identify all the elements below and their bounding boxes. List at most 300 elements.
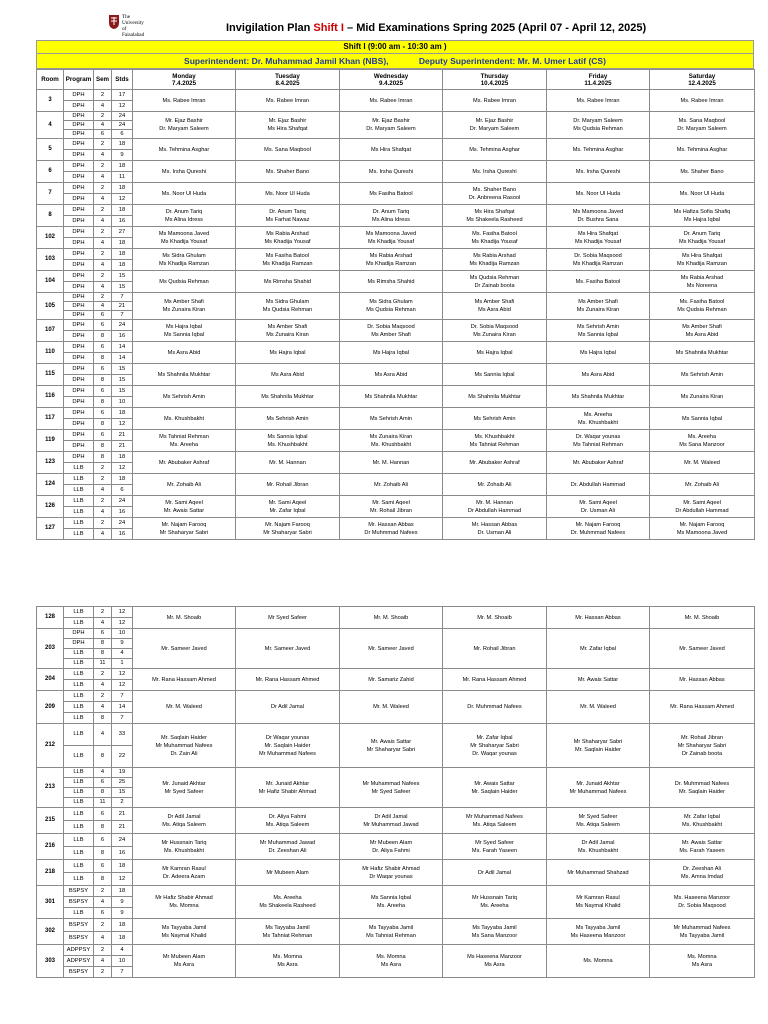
invigilator-name: Ms. Tehmina Asghar bbox=[572, 146, 624, 153]
program-cell: DPH bbox=[64, 139, 94, 150]
stds-cell: 7 bbox=[112, 691, 133, 702]
invigilator-cell bbox=[133, 629, 236, 669]
invigilator-cell bbox=[340, 139, 443, 161]
invigilator-name: Ms Mamoona Javed bbox=[572, 208, 624, 215]
invigilator-name: Ms Qudsia Rehman bbox=[366, 307, 416, 313]
invigilator-cell bbox=[340, 691, 443, 724]
invigilator-name: Ms Noreena bbox=[686, 282, 718, 289]
invigilator-name: Mr. Zohaib Ali bbox=[374, 481, 408, 488]
program-cell: ADPPSY bbox=[64, 945, 94, 956]
invigilator-name: Mr. Junaid Akhtar bbox=[576, 780, 620, 787]
title-prefix: Invigilation Plan bbox=[226, 22, 314, 34]
sem-cell: 6 bbox=[94, 364, 112, 375]
program-cell: DPH bbox=[64, 150, 94, 161]
invigilator-name: Ms Asra bbox=[484, 962, 505, 968]
invigilator-cell bbox=[133, 364, 236, 386]
invigilator-name: Ms Zunaira Kiran bbox=[680, 393, 724, 400]
invigilator-name: Dr Waqar younas bbox=[265, 734, 310, 741]
invigilator-name: Mr Hussnain Tariq bbox=[161, 839, 207, 846]
stds-cell: 7 bbox=[112, 713, 133, 724]
table-row bbox=[37, 496, 755, 507]
invigilator-name: Ms Shahnila Mukhtar bbox=[261, 393, 314, 400]
invigilator-name: Ms. Shaher Bano bbox=[680, 168, 724, 175]
invigilator-name: Mr. M. Waleed bbox=[684, 459, 720, 466]
invigilator-name: Ms Qudsia Rehman bbox=[573, 126, 623, 132]
program-cell: DPH bbox=[64, 282, 94, 293]
superintendent-band bbox=[36, 54, 754, 69]
sem-cell: 6 bbox=[94, 808, 112, 821]
program-cell: LLB bbox=[64, 669, 94, 680]
program-cell: DPH bbox=[64, 130, 94, 139]
stds-cell: 21 bbox=[112, 441, 133, 452]
sem-cell: 6 bbox=[94, 430, 112, 441]
invigilator-cell bbox=[133, 161, 236, 183]
invigilator-cell bbox=[443, 607, 547, 629]
invigilator-name: Ms Tayyaba Jamil bbox=[161, 924, 207, 931]
invigilator-name: Mr Shaharyar Sabri bbox=[470, 742, 519, 749]
room-number-cell: 7 bbox=[37, 183, 64, 205]
invigilator-name: Ms. Momna bbox=[583, 958, 613, 964]
stds-cell: 12 bbox=[112, 873, 133, 886]
invigilator-name: Ms Sehrish Amin bbox=[681, 371, 723, 378]
invigilator-cell bbox=[133, 342, 236, 364]
invigilator-name: Ms Hafiza Sofia Shafiq bbox=[673, 208, 731, 215]
invigilator-cell bbox=[547, 90, 650, 112]
stds-cell: 21 bbox=[112, 430, 133, 441]
program-cell: LLB bbox=[64, 908, 94, 919]
invigilator-name: Dr. Usman Ali bbox=[581, 507, 615, 514]
stds-cell: 18 bbox=[112, 860, 133, 873]
program-cell: DPH bbox=[64, 172, 94, 183]
invigilator-name: Mr. Awais Sattar bbox=[163, 507, 205, 514]
invigilator-name: Mr. Awais Sattar bbox=[474, 780, 515, 787]
invigilator-name: Ms. Tehmina Asghar bbox=[158, 146, 210, 153]
invigilator-cell bbox=[547, 474, 650, 496]
invigilator-cell bbox=[340, 320, 443, 342]
room-number-cell: 216 bbox=[37, 834, 64, 860]
invigilator-name: Mr. Saqlain Haider bbox=[471, 788, 518, 795]
stds-cell: 16 bbox=[112, 507, 133, 518]
invigilator-name: Mr. Abubaker Ashraf bbox=[469, 459, 520, 466]
invigilator-cell bbox=[650, 139, 755, 161]
invigilator-cell bbox=[133, 249, 236, 271]
university-crest-icon bbox=[108, 14, 120, 30]
invigilator-cell bbox=[443, 161, 547, 183]
stds-cell: 25 bbox=[112, 778, 133, 788]
program-cell: LLB bbox=[64, 860, 94, 873]
invigilator-name: Ms. Momna bbox=[272, 954, 303, 960]
invigilator-name: Ms Zunaira Kiran bbox=[473, 331, 516, 338]
table-row bbox=[37, 724, 755, 746]
invigilator-name: Ms. Irsha Qureshi bbox=[161, 168, 207, 175]
stds-cell: 7 bbox=[112, 293, 133, 302]
col-program: Program bbox=[64, 70, 94, 90]
invigilator-name: Ms Sannia Iqbal bbox=[267, 433, 308, 440]
table-row bbox=[37, 271, 755, 282]
invigilator-cell bbox=[340, 112, 443, 139]
invigilator-cell bbox=[650, 945, 755, 978]
invigilator-name: Ms Sidra Ghulam bbox=[265, 299, 310, 305]
invigilator-cell bbox=[236, 112, 340, 139]
stds-cell: 10 bbox=[112, 397, 133, 408]
invigilator-cell bbox=[340, 945, 443, 978]
invigilator-cell bbox=[547, 161, 650, 183]
invigilator-name: Mr Syed Safeer bbox=[371, 788, 411, 795]
invigilator-cell bbox=[547, 139, 650, 161]
invigilator-cell bbox=[547, 271, 650, 293]
stds-cell: 18 bbox=[112, 249, 133, 260]
program-cell: DPH bbox=[64, 101, 94, 112]
table-row bbox=[37, 112, 755, 121]
table-row bbox=[37, 364, 755, 375]
invigilator-name: Mr. Hassan Abbas bbox=[575, 614, 621, 621]
invigilator-cell bbox=[547, 112, 650, 139]
invigilator-name: Ms Tayyaba Jamil bbox=[575, 924, 621, 931]
stds-cell: 18 bbox=[112, 886, 133, 897]
room-number-cell: 117 bbox=[37, 408, 64, 430]
sem-cell: 4 bbox=[94, 618, 112, 629]
invigilator-name: Ms Sidra Ghulam bbox=[162, 252, 206, 259]
stds-cell: 7 bbox=[112, 967, 133, 978]
invigilator-cell bbox=[340, 629, 443, 669]
program-cell: LLB bbox=[64, 680, 94, 691]
invigilator-name: Ms Mamoona Javed bbox=[365, 230, 417, 237]
program-cell: DPH bbox=[64, 629, 94, 639]
invigilator-cell bbox=[443, 629, 547, 669]
invigilator-name: Ms. Irsha Qureshi bbox=[472, 168, 517, 175]
invigilator-name: Mr Mubeen Alam bbox=[369, 839, 413, 846]
col-day-monday: Monday 7.4.2025 bbox=[133, 70, 236, 90]
sem-cell: 4 bbox=[94, 897, 112, 908]
invigilator-cell bbox=[236, 496, 340, 518]
invigilator-cell bbox=[236, 669, 340, 691]
sem-cell: 2 bbox=[94, 945, 112, 956]
invigilator-cell bbox=[547, 945, 650, 978]
invigilator-name: Mr. Ejaz Bashir bbox=[268, 118, 307, 124]
sem-cell: 8 bbox=[94, 746, 112, 768]
invigilator-cell bbox=[236, 834, 340, 860]
table-row bbox=[37, 919, 755, 932]
invigilator-name: Ms Sannia Iqbal bbox=[474, 371, 515, 378]
invigilator-name: Ms Sannia Iqbal bbox=[681, 415, 723, 422]
stds-cell: 16 bbox=[112, 529, 133, 540]
invigilator-name: Ms. Noor Ul Huda bbox=[265, 190, 310, 197]
sem-cell: 6 bbox=[94, 908, 112, 919]
program-cell: DPH bbox=[64, 331, 94, 342]
invigilator-name: Ms. Momna bbox=[376, 954, 406, 960]
invigilator-cell bbox=[443, 669, 547, 691]
program-cell: LLB bbox=[64, 778, 94, 788]
stds-cell: 18 bbox=[112, 452, 133, 463]
invigilator-name: Ms. Tehmina Asghar bbox=[676, 146, 728, 153]
invigilator-cell bbox=[650, 320, 755, 342]
invigilator-cell bbox=[340, 607, 443, 629]
invigilator-name: Ms. Rabee Imran bbox=[369, 97, 413, 104]
table-row bbox=[37, 183, 755, 194]
invigilator-cell bbox=[547, 496, 650, 518]
room-number-cell: 215 bbox=[37, 808, 64, 834]
invigilator-name: Mr. M. Shoaib bbox=[166, 614, 202, 621]
invigilator-cell bbox=[236, 90, 340, 112]
invigilator-cell bbox=[236, 271, 340, 293]
invigilator-cell bbox=[547, 386, 650, 408]
col-stds: Stds bbox=[112, 70, 133, 90]
stds-cell: 14 bbox=[112, 702, 133, 713]
invigilator-name: Ms Sehrish Amin bbox=[266, 415, 309, 422]
invigilator-name: Ms Alina Idress bbox=[372, 216, 410, 223]
program-cell: LLB bbox=[64, 691, 94, 702]
invigilator-cell bbox=[443, 768, 547, 808]
sem-cell: 2 bbox=[94, 90, 112, 101]
invigilator-name: Dr. Zeeshan Ali bbox=[683, 865, 721, 872]
program-cell: ADPPSY bbox=[64, 956, 94, 967]
table-row bbox=[37, 834, 755, 847]
invigilator-name: Mr. Hassan Abbas bbox=[471, 521, 518, 528]
stds-cell: 11 bbox=[112, 172, 133, 183]
invigilator-name: Mr Shaharyar Sabri bbox=[677, 742, 727, 749]
invigilator-cell bbox=[650, 90, 755, 112]
invigilator-cell bbox=[340, 183, 443, 205]
stds-cell: 16 bbox=[112, 331, 133, 342]
program-cell: DPH bbox=[64, 183, 94, 194]
stds-cell: 24 bbox=[112, 112, 133, 121]
invigilator-cell bbox=[547, 364, 650, 386]
program-cell: DPH bbox=[64, 639, 94, 649]
sem-cell: 2 bbox=[94, 886, 112, 897]
invigilator-name: Mr Kamran Rasul bbox=[576, 895, 620, 901]
invigilator-name: Ms Khadija Yousaf bbox=[471, 238, 518, 245]
invigilator-name: Ms Tayyaba Jamil bbox=[679, 932, 725, 939]
stds-cell: 12 bbox=[112, 680, 133, 691]
room-number-cell: 103 bbox=[37, 249, 64, 271]
sem-cell: 4 bbox=[94, 680, 112, 691]
invigilator-name: Mr Hafiz Shabir Ahmad bbox=[362, 865, 420, 872]
invigilator-name: Mr Muhammad Nafees bbox=[569, 788, 627, 795]
invigilator-cell bbox=[236, 629, 340, 669]
stds-cell: 4 bbox=[112, 649, 133, 659]
sem-cell: 8 bbox=[94, 713, 112, 724]
sem-cell: 4 bbox=[94, 485, 112, 496]
stds-cell: 16 bbox=[112, 847, 133, 860]
sem-cell: 6 bbox=[94, 834, 112, 847]
invigilator-name: Ms. Atiqa Saleem bbox=[162, 821, 206, 828]
table-row bbox=[37, 808, 755, 821]
room-number-cell: 6 bbox=[37, 161, 64, 183]
invigilator-cell bbox=[650, 518, 755, 540]
invigilator-cell bbox=[340, 364, 443, 386]
invigilator-cell bbox=[443, 945, 547, 978]
col-day-tuesday: Tuesday 8.4.2025 bbox=[236, 70, 340, 90]
invigilator-cell bbox=[650, 724, 755, 768]
invigilator-name: Ms Hira Shafqat bbox=[681, 252, 723, 259]
sem-cell: 2 bbox=[94, 518, 112, 529]
stds-cell: 10 bbox=[112, 629, 133, 639]
invigilator-name: Dr. Maryam Saleem bbox=[677, 126, 727, 132]
stds-cell: 21 bbox=[112, 302, 133, 311]
stds-cell: 15 bbox=[112, 386, 133, 397]
invigilator-cell bbox=[547, 724, 650, 768]
invigilator-cell bbox=[133, 496, 236, 518]
invigilator-name: Ms Shahnila Mukhtar bbox=[364, 393, 418, 400]
invigilator-name: Ms Khadija Yousaf bbox=[574, 238, 622, 245]
invigilator-name: Mr. Abubaker Ashraf bbox=[572, 459, 624, 466]
stds-cell: 17 bbox=[112, 90, 133, 101]
invigilator-cell bbox=[547, 293, 650, 320]
invigilator-cell bbox=[547, 342, 650, 364]
invigilator-cell bbox=[340, 808, 443, 834]
invigilator-name: Ms Haseena Manzoor bbox=[570, 932, 626, 939]
invigilator-name: Ms Alina Idress bbox=[165, 216, 203, 223]
invigilator-cell bbox=[340, 496, 443, 518]
room-number-cell: 115 bbox=[37, 364, 64, 386]
invigilator-name: Ms Khadija Ramzan bbox=[365, 260, 417, 267]
program-cell: DPH bbox=[64, 205, 94, 216]
program-cell: LLB bbox=[64, 529, 94, 540]
invigilator-name: Ms. Farah Yaseen bbox=[471, 847, 518, 854]
invigilator-cell bbox=[133, 183, 236, 205]
invigilator-cell bbox=[650, 496, 755, 518]
invigilator-name: Mr. Najam Farooq bbox=[161, 521, 207, 528]
invigilator-cell bbox=[547, 249, 650, 271]
table-row bbox=[37, 386, 755, 397]
invigilator-cell bbox=[133, 669, 236, 691]
invigilator-cell bbox=[340, 249, 443, 271]
invigilator-cell bbox=[650, 607, 755, 629]
invigilator-cell bbox=[650, 834, 755, 860]
invigilator-name: Ms Zunaira Kiran bbox=[266, 331, 309, 338]
program-cell: BSPSY bbox=[64, 919, 94, 932]
invigilator-name: Ms Sehrish Amin bbox=[473, 415, 516, 422]
invigilator-name: Mr Shaharyar Sabri bbox=[366, 746, 416, 753]
invigilator-cell bbox=[443, 271, 547, 293]
stds-cell: 18 bbox=[112, 161, 133, 172]
program-cell: LLB bbox=[64, 702, 94, 713]
invigilator-cell bbox=[133, 271, 236, 293]
invigilator-cell bbox=[133, 724, 236, 768]
sem-cell: 4 bbox=[94, 768, 112, 778]
sem-cell: 8 bbox=[94, 788, 112, 798]
stds-cell: 12 bbox=[112, 618, 133, 629]
invigilator-name: Dr. Anum Tariq bbox=[372, 208, 410, 215]
invigilator-cell bbox=[547, 320, 650, 342]
invigilator-name: Dr. Anum Tariq bbox=[683, 230, 721, 237]
invigilator-cell bbox=[133, 518, 236, 540]
room-number-cell: 303 bbox=[37, 945, 64, 978]
invigilator-cell bbox=[340, 227, 443, 249]
invigilator-name: Ms. Rabee Imran bbox=[266, 97, 309, 104]
table-row bbox=[37, 768, 755, 778]
invigilator-name: Ms Asra bbox=[691, 962, 713, 968]
program-cell: DPH bbox=[64, 419, 94, 430]
invigilator-cell bbox=[340, 518, 443, 540]
stds-cell: 9 bbox=[112, 897, 133, 908]
invigilator-cell bbox=[547, 808, 650, 834]
document-title bbox=[226, 22, 646, 34]
invigilator-cell bbox=[650, 691, 755, 724]
invigilator-name: Ms. Areeha bbox=[376, 903, 406, 909]
invigilator-name: Mr. Saqlain Haider bbox=[574, 746, 621, 753]
invigilator-name: Ms Sannia Iqbal bbox=[163, 331, 205, 338]
invigilator-cell bbox=[650, 249, 755, 271]
program-cell: DPH bbox=[64, 227, 94, 238]
program-cell: DPH bbox=[64, 397, 94, 408]
invigilator-cell bbox=[443, 860, 547, 886]
sem-cell: 6 bbox=[94, 629, 112, 639]
invigilator-name: Dr. Aliya Fahmi bbox=[268, 813, 307, 820]
sem-cell: 4 bbox=[94, 302, 112, 311]
program-cell: LLB bbox=[64, 463, 94, 474]
invigilator-name: Mr. Najam Farooq bbox=[575, 521, 621, 528]
program-cell: BSPSY bbox=[64, 967, 94, 978]
program-cell: DPH bbox=[64, 249, 94, 260]
invigilator-name: Ms. Atiqa Saleem bbox=[472, 821, 517, 828]
program-cell: DPH bbox=[64, 364, 94, 375]
invigilator-cell bbox=[236, 293, 340, 320]
invigilator-name: Ms. Noor Ul Huda bbox=[575, 190, 621, 197]
invigilator-name: Ms. Shaher Bano bbox=[472, 186, 517, 193]
invigilator-name: Mr Muhammad Nafees bbox=[466, 813, 523, 820]
invigilator-name: Mr. Rana Hassam Ahmed bbox=[255, 676, 320, 683]
invigilator-name: Ms. Atiqa Saleem bbox=[265, 821, 310, 828]
invigilator-name: Mr Shaharyar Sabri bbox=[159, 529, 209, 536]
invigilator-name: Ms. Momna bbox=[687, 954, 717, 960]
invigilator-cell bbox=[443, 518, 547, 540]
stds-cell: 19 bbox=[112, 768, 133, 778]
program-cell: DPH bbox=[64, 112, 94, 121]
invigilator-name: Ms. Noor Ul Huda bbox=[161, 190, 207, 197]
invigilator-cell bbox=[236, 518, 340, 540]
sem-cell: 8 bbox=[94, 441, 112, 452]
invigilator-name: Ms Sana Manzoor bbox=[679, 441, 725, 448]
invigilator-cell bbox=[547, 669, 650, 691]
room-number-cell: 124 bbox=[37, 474, 64, 496]
invigilator-cell bbox=[236, 139, 340, 161]
room-number-cell: 126 bbox=[37, 496, 64, 518]
program-cell: LLB bbox=[64, 496, 94, 507]
stds-cell: 15 bbox=[112, 788, 133, 798]
sem-cell: 8 bbox=[94, 397, 112, 408]
invigilator-cell bbox=[547, 860, 650, 886]
invigilator-cell bbox=[547, 183, 650, 205]
invigilator-name: Mr Hafiz Shabir Ahmad bbox=[258, 788, 317, 795]
invigilator-cell bbox=[443, 364, 547, 386]
invigilator-cell bbox=[650, 112, 755, 139]
sem-cell: 11 bbox=[94, 659, 112, 669]
stds-cell: 12 bbox=[112, 194, 133, 205]
program-cell: LLB bbox=[64, 847, 94, 860]
invigilator-name: Dr. Sobia Maqsood bbox=[574, 252, 622, 259]
program-cell: LLB bbox=[64, 485, 94, 496]
invigilator-name: Ms Asra bbox=[173, 962, 195, 968]
sem-cell: 4 bbox=[94, 724, 112, 746]
stds-cell: 15 bbox=[112, 271, 133, 282]
invigilator-name: Ms Asra Abid bbox=[478, 307, 511, 313]
invigilator-name: Ms Sehrish Amin bbox=[163, 393, 205, 400]
sem-cell: 2 bbox=[94, 139, 112, 150]
invigilator-cell bbox=[650, 342, 755, 364]
invigilator-name: Ms Hajra Iqbal bbox=[683, 216, 721, 223]
invigilator-name: Ms Shahnila Mukhtar bbox=[157, 371, 211, 378]
invigilator-name: Dr. Anum Tariq bbox=[165, 208, 203, 215]
invigilator-name: Dr. Maryam Saleem bbox=[469, 126, 520, 132]
room-number-cell: 3 bbox=[37, 90, 64, 112]
col-room: Room bbox=[37, 70, 64, 90]
sem-cell: 2 bbox=[94, 496, 112, 507]
invigilator-name: Dr Adil Jamal bbox=[374, 813, 408, 820]
program-cell: DPH bbox=[64, 238, 94, 249]
invigilator-name: Mr. Sameer Javed bbox=[264, 645, 311, 652]
invigilator-cell bbox=[443, 808, 547, 834]
